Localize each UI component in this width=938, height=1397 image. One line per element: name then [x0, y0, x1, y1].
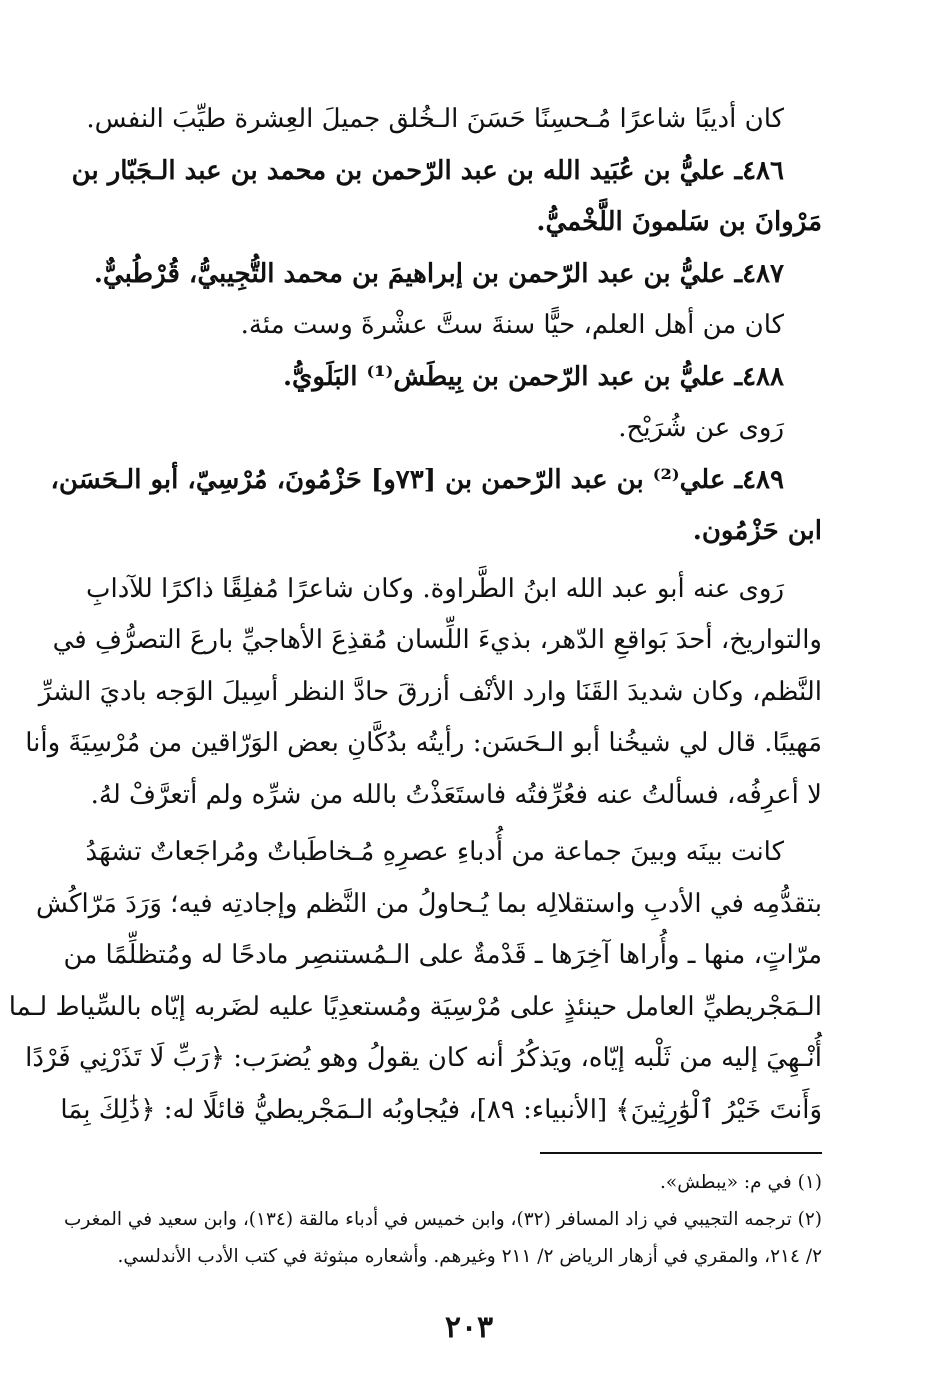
entry-486-heading: ٤٨٦ـ عليُّ بن عُبَيد الله بن عبد الرّحمن بن محمد بن عبد الـجَبّار بن: [71, 155, 784, 186]
text-line: لا أعرِفُه، فسألتُ عنه فعُرِّفتُه فاستَعَذْتُ بالله من شرِّه ولم أتعرَّفْ لهُ.: [90, 779, 822, 810]
text-line: وَأَنتَ خَيْرُ ٱلْوَٰرِثِينَ﴾ [الأنبياء: ٨٩]، فيُجاوبُه الـمَجْريطيُّ قائلًا له: ﴿ذَٰلِكَ بِمَا: [60, 1094, 822, 1125]
text-line: أُنْـهِيَ إليه من ثَلْبه إيّاه، ويَذكُرُ أنه كان يقولُ وهو يُضرَب: ﴿رَبِّ لَا تَذَرْنِي فَرْدًا: [25, 1043, 822, 1073]
footnote-1: (١) في م: «يبطش».: [660, 1172, 822, 1193]
footnote-2-cont: ٢/ ٢١٤، والمقري في أزهار الرياض ٢/ ٢١١ وغيرهم. وأشعاره مبثوثة في كتب الأدب الأندلسي.: [117, 1246, 822, 1267]
footnote-2: (٢) ترجمه التجيبي في زاد المسافر (٣٢)، وابن خميس في أدباء مالقة (١٣٤)، وابن سعيد في المغرب: [63, 1209, 822, 1230]
entry-488-heading: ٤٨٨ـ عليُّ بن عبد الرّحمن بن بِيطَش⁽¹⁾ البَلَويُّ.: [282, 361, 784, 392]
entry-489-heading: ٤٨٩ـ علي⁽²⁾ بن عبد الرّحمن بن [٧٣و] حَزْمُونَ، مُرْسِيّ، أبو الـحَسَن،: [50, 464, 784, 495]
page-number: ٢٠٣: [444, 1310, 494, 1345]
main-text: [8, 94, 822, 1136]
text-line: كانت بينَه وبينَ جماعة من أُدباءِ عصرِهِ مُـخاطَباتٌ ومُراجَعاتٌ تشهَدُ: [85, 837, 784, 867]
text-line: رَوى عنه أبو عبد الله ابنُ الطَّراوة. وكان شاعرًا مُفلِقًا ذاكرًا للآدابِ: [86, 573, 784, 604]
text-line: والتواريخ، أحدَ بَواقعِ الدّهر، بذيءَ اللِّسان مُقذِعَ الأهاجيِّ بارعَ التصرُّفِ في: [52, 625, 822, 655]
text-line: مَهيبًا. قال لي شيخُنا أبو الـحَسَن: رأيتُه بدُكَّانِ بعض الوَرّاقين من مُرْسِيَةَ وأنا: [25, 728, 822, 758]
text-line: الـمَجْريطيِّ العامل حينئذٍ على مُرْسِيَة ومُستعدِيًا عليه لضَربه إيّاه بالسِّياط لـما: [8, 991, 822, 1022]
footnotes: [63, 1164, 822, 1275]
text-line: كان أديبًا شاعرًا مُـحسِنًا حَسَنَ الـخُلق جميلَ العِشرة طيِّبَ النفس.: [86, 104, 784, 134]
text-line: كان من أهل العلم، حيًّا سنةَ ستَّ عشْرةَ وست مئة.: [240, 310, 784, 340]
text-line: رَوى عن شُرَيْح.: [618, 413, 784, 443]
entry-487-heading: ٤٨٧ـ عليُّ بن عبد الرّحمن بن إبراهيمَ بن محمد التُّجِيبيُّ، قُرْطُبيٌّ.: [93, 258, 784, 289]
text-line: بتقدُّمِه في الأدبِ واستقلالِه بما يُـحاولُ من النَّظم وإجادتِه فيه؛ وَرَدَ مَرّاكُش: [35, 888, 822, 919]
text-line: مرّاتٍ، منها ـ وأُراها آخِرَها ـ قَدْمةٌ على الـمُستنصِر مادحًا له ومُتظلِّمًا من: [63, 940, 822, 970]
footnote-separator: [540, 1152, 822, 1154]
text-line: النَّظم، وكان شديدَ القَنَا وارد الأنْف أزرقَ حادَّ النظر أسِيلَ الوَجه باديَ الشرِّ: [38, 676, 822, 707]
entry-486-heading-cont: مَرْوانَ بن سَلمونَ اللَّخْميُّ.: [536, 207, 822, 237]
entry-489-heading-cont: ابن حَزْمُون.: [692, 516, 822, 546]
